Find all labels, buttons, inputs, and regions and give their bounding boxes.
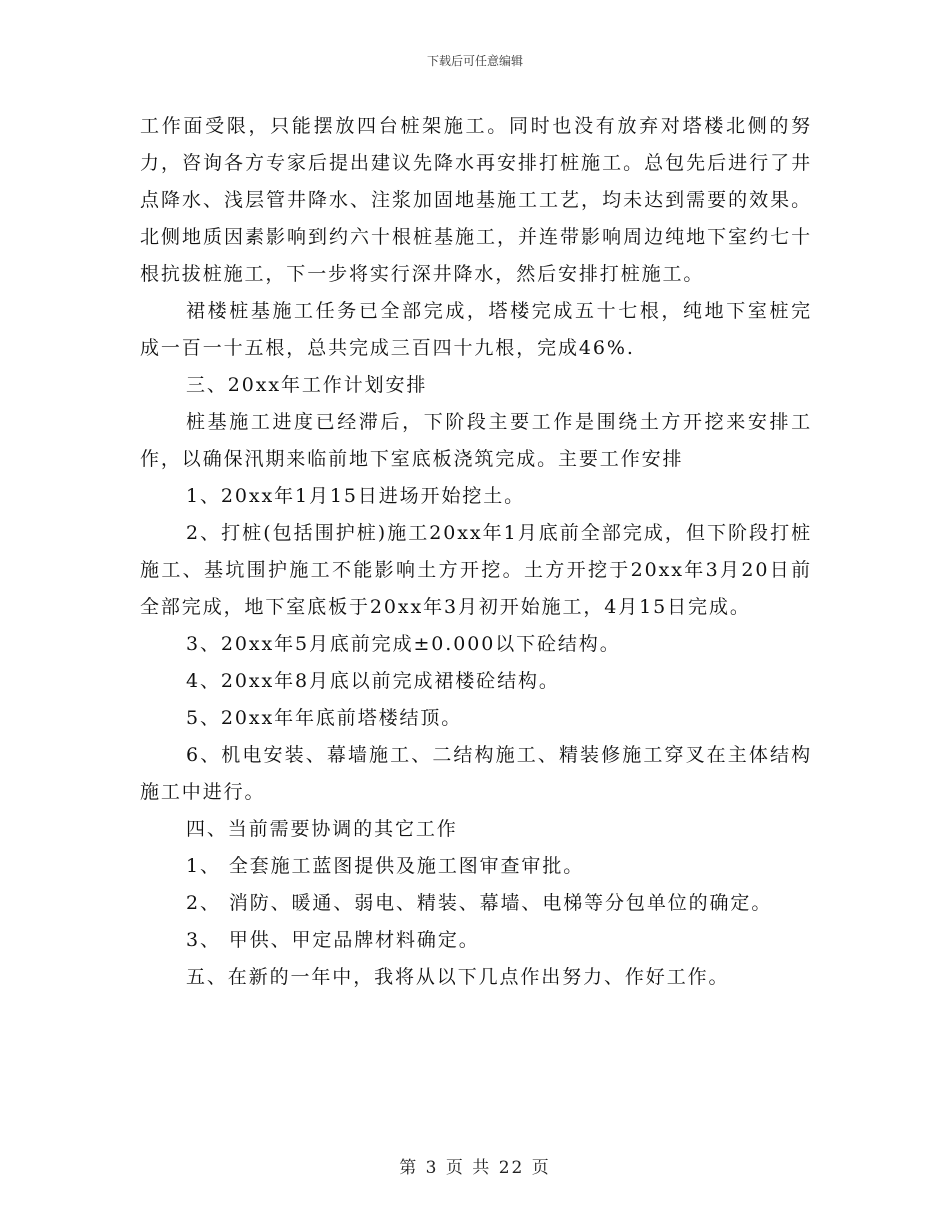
plan-item-2: 2、打桩(包括围护桩)施工20xx年1月底前全部完成，但下阶段打桩施工、基坑围护施工不能影响土方开挖。土方开挖于20xx年3月20日前全部完成，地下室底板于20xx年3月初开始施工，4月15日完成。: [140, 522, 812, 618]
page-number: 第 3 页 共 22 页: [399, 1158, 551, 1178]
paragraph-continued: 工作面受限，只能摆放四台桩架施工。同时也没有放弃对塔楼北侧的努力，咨询各方专家后提出建议先降水再安排打桩施工。总包先后进行了井点降水、浅层管井降水、注浆加固地基施工工艺，均未达到需要的效果。北侧地质因素影响到约六十根桩基施工，并连带影响周边纯地下室约七十根抗拔桩施工，下一步将实行深井降水，然后安排打桩施工。: [140, 115, 812, 285]
paragraph-progress-summary: 裙楼桩基施工任务已全部完成，塔楼完成五十七根，纯地下室桩完成一百一十五根，总共完成三百四十九根，完成46%.: [140, 300, 812, 359]
plan-item-5: 5、20xx年年底前塔楼结顶。: [186, 707, 463, 729]
coordination-item-2: 2、 消防、暖通、弱电、精装、幕墙、电梯等分包单位的确定。: [186, 892, 773, 914]
coordination-item-3: 3、 甲供、甲定品牌材料确定。: [186, 929, 480, 951]
plan-item-1: 1、20xx年1月15日进场开始挖土。: [186, 485, 526, 507]
section-heading-coordination: 四、当前需要协调的其它工作: [186, 818, 458, 840]
section-heading-efforts: 五、在新的一年中，我将从以下几点作出努力、作好工作。: [186, 966, 730, 988]
plan-item-6: 6、机电安装、幕墙施工、二结构施工、精装修施工穿叉在主体结构施工中进行。: [140, 744, 812, 803]
coordination-item-1: 1、 全套施工蓝图提供及施工图审查审批。: [186, 855, 585, 877]
plan-item-3: 3、20xx年5月底前完成±0.000以下砼结构。: [186, 633, 621, 655]
document-body: [140, 108, 812, 996]
plan-item-4: 4、20xx年8月底以前完成裙楼砼结构。: [186, 670, 560, 692]
paragraph-plan-intro: 桩基施工进度已经滞后，下阶段主要工作是围绕土方开挖来安排工作，以确保汛期来临前地下室底板浇筑完成。主要工作安排: [140, 411, 812, 470]
section-heading-plan: 三、20xx年工作计划安排: [186, 374, 428, 396]
page-header: 下载后可任意编辑: [426, 54, 523, 68]
